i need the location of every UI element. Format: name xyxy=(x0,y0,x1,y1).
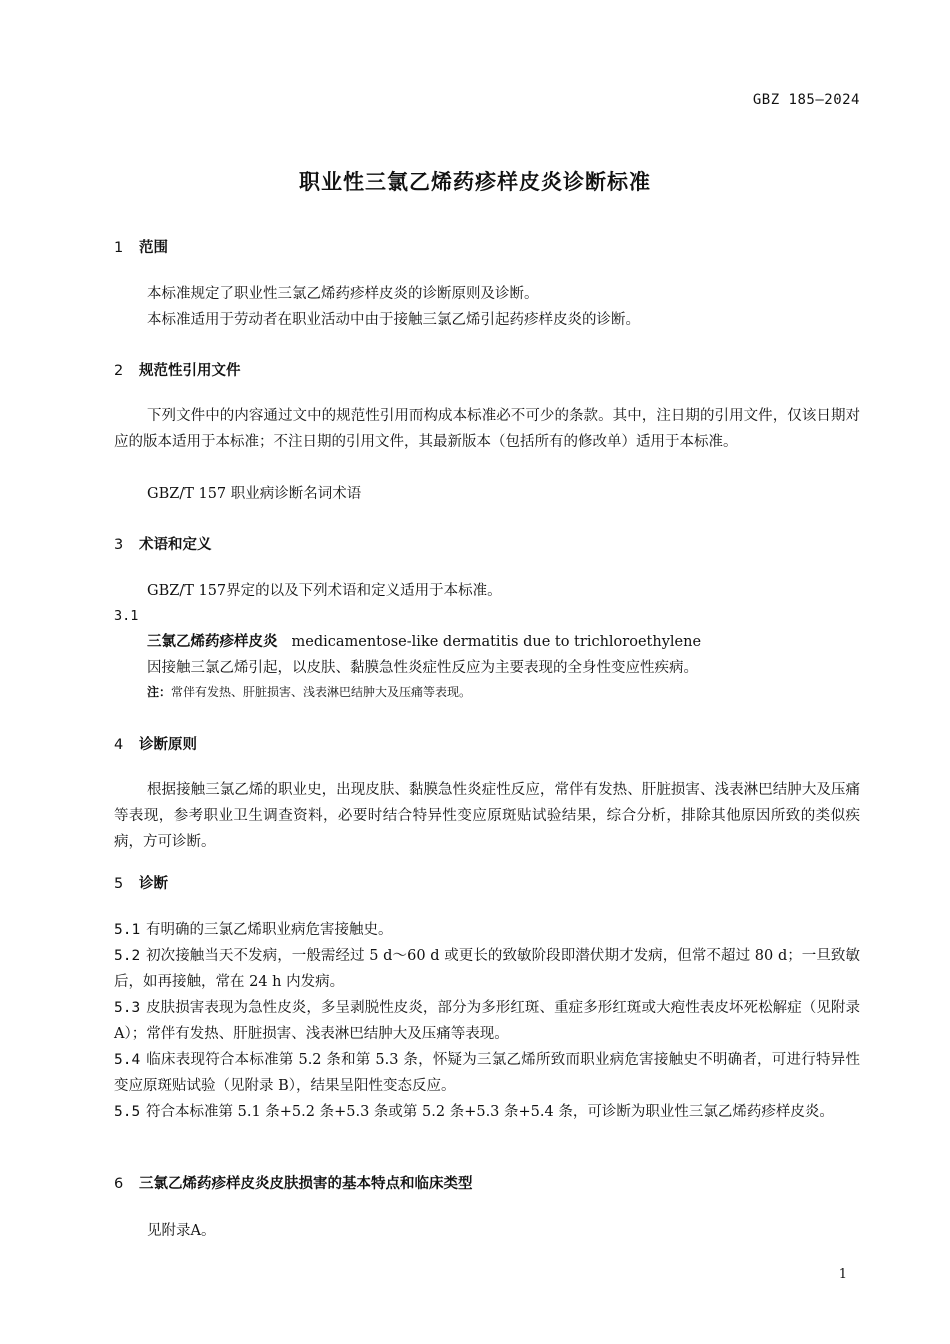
section-number: 1 xyxy=(114,240,124,256)
item-text: 有明确的三氯乙烯职业病危害接触史。 xyxy=(146,922,393,938)
section-title: 诊断原则 xyxy=(139,737,197,753)
paragraph: 根据接触三氯乙烯的职业史，出现皮肤、黏膜急性炎症性反应，常伴有发热、肝脏损害、浅表淋巴结肿大及压痛等表现，参考职业卫生调查资料，必要时结合特异性变应原斑贴试验结果，综合分析，排除其他原因所致的类似疾病，方可诊断。 xyxy=(114,782,860,850)
term-english: medicamentose-like dermatitis due to trichloroethylene xyxy=(291,634,702,650)
term-note xyxy=(147,683,471,700)
section-number: 2 xyxy=(114,363,124,379)
section-number: 6 xyxy=(114,1176,124,1192)
section-3-heading xyxy=(114,533,212,554)
item-text: 符合本标准第 5.1 条+5.2 条+5.3 条或第 5.2 条+5.3 条+5.4 条，可诊断为职业性三氯乙烯药疹样皮炎。 xyxy=(146,1104,834,1120)
term-entry xyxy=(147,629,860,655)
list-item xyxy=(114,1047,860,1099)
item-number: 5.5 xyxy=(114,1104,141,1120)
list-item xyxy=(114,1099,860,1125)
paragraph: 下列文件中的内容通过文中的规范性引用而构成本标准必不可少的条款。其中，注日期的引用文件，仅该日期对应的版本适用于本标准；不注日期的引用文件，其最新版本（包括所有的修改单）适用于本标准。 xyxy=(114,408,860,450)
item-text: 初次接触当天不发病，一般需经过 5 d～60 d 或更长的致敏阶段即潜伏期才发病，但常不超过 80 d；一旦致敏后，如再接触，常在 24 h 内发病。 xyxy=(114,948,860,990)
paragraph: 见附录A。 xyxy=(147,1223,216,1239)
section-title: 三氯乙烯药疹样皮炎皮肤损害的基本特点和临床类型 xyxy=(139,1176,473,1192)
list-item xyxy=(114,995,860,1047)
term-chinese: 三氯乙烯药疹样皮炎 xyxy=(147,634,278,650)
item-number: 5.2 xyxy=(114,948,141,964)
list-item xyxy=(114,943,860,995)
term-definition: 因接触三氯乙烯引起，以皮肤、黏膜急性炎症性反应为主要表现的全身性变应性疾病。 xyxy=(147,660,698,676)
item-number: 5.4 xyxy=(114,1052,141,1068)
section-title: 规范性引用文件 xyxy=(139,363,241,379)
section-6-heading xyxy=(114,1172,473,1193)
section-title: 术语和定义 xyxy=(139,537,212,553)
normative-reference: GBZ/T 157 职业病诊断名词术语 xyxy=(147,486,362,502)
page-number: 1 xyxy=(838,1267,847,1282)
section-title: 诊断 xyxy=(139,876,168,892)
document-title: 职业性三氯乙烯药疹样皮炎诊断标准 xyxy=(299,170,651,194)
section-number: 3 xyxy=(114,537,124,553)
section-title: 范围 xyxy=(139,240,168,256)
item-text: 临床表现符合本标准第 5.2 条和第 5.3 条，怀疑为三氯乙烯所致而职业病危害接触史不明确者，可进行特异性变应原斑贴试验（见附录 B），结果呈阳性变态反应。 xyxy=(114,1052,860,1094)
paragraph: 本标准适用于劳动者在职业活动中由于接触三氯乙烯引起药疹样皮炎的诊断。 xyxy=(147,312,640,328)
section-4-heading xyxy=(114,733,197,754)
paragraph: GBZ/T 157界定的以及下列术语和定义适用于本标准。 xyxy=(147,583,502,599)
section-5-heading xyxy=(114,872,168,893)
note-text: 常伴有发热、肝脏损害、浅表淋巴结肿大及压痛等表现。 xyxy=(171,685,472,699)
section-2-heading xyxy=(114,359,241,380)
section-number: 4 xyxy=(114,737,124,753)
item-number: 5.1 xyxy=(114,922,141,938)
paragraph: 本标准规定了职业性三氯乙烯药疹样皮炎的诊断原则及诊断。 xyxy=(147,286,539,302)
note-label: 注： xyxy=(147,685,172,699)
standard-code: GBZ 185—2024 xyxy=(752,92,860,108)
list-item xyxy=(114,917,860,943)
item-number: 5.3 xyxy=(114,1000,141,1016)
item-text: 皮肤损害表现为急性皮炎，多呈剥脱性皮炎，部分为多形红斑、重症多形红斑或大疱性表皮坏死松解症（见附录 A）；常伴有发热、肝脏损害、浅表淋巴结肿大及压痛等表现。 xyxy=(114,1000,860,1042)
section-number: 5 xyxy=(114,876,124,892)
section-1-heading xyxy=(114,236,168,257)
clause-number: 3.1 xyxy=(114,608,139,624)
